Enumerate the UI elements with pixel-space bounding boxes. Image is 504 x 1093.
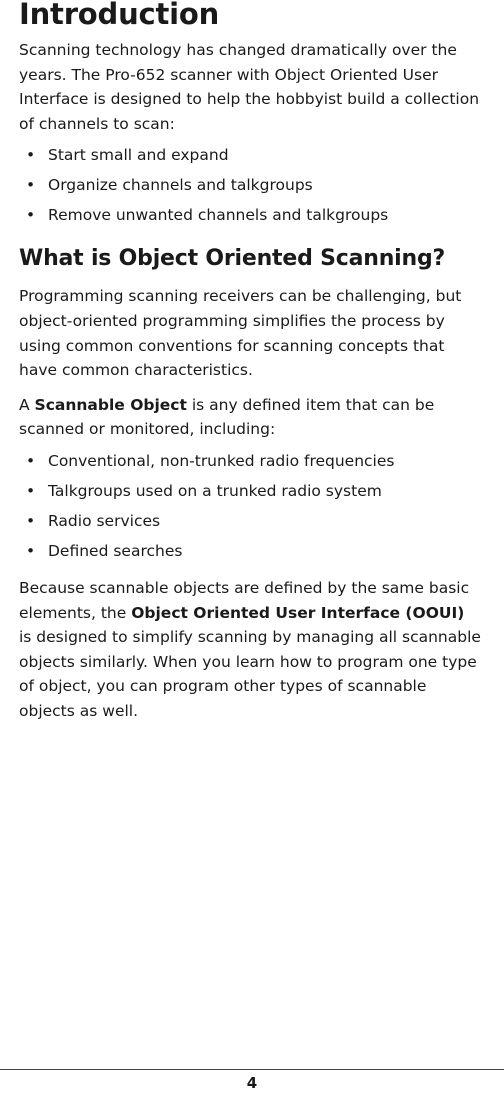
list-item-text: Defined searches [48,541,183,560]
list-item-text: Organize channels and talkgroups [48,176,313,195]
list-item [19,536,481,566]
list-item [19,200,481,230]
list-item [19,506,481,536]
bullet-icon: • [26,176,36,195]
ooui-paragraph [19,576,481,724]
bullet-icon: • [26,481,36,500]
list-item-text: Radio services [48,511,161,530]
list-item [19,446,481,476]
introduction-paragraph: Scanning technology has changed dramatically over the years. The Pro-652 scanner with Object Oriented User Interface is designed to help the hobbyist build a collection of channels to scan: [19,41,480,133]
list-item-text: Start small and expand [48,146,229,165]
ooui-prefix: Because scannable objects are defined by the same basic elements, the [19,578,470,622]
list-item [19,476,481,506]
ooui-term: Object Oriented User Interface (OOUI) [131,603,465,622]
bullet-icon: • [26,146,36,165]
bullet-icon: • [26,541,36,560]
scannable-object-prefix: A [19,395,35,414]
scannable-object-suffix: is any defined item that can be scanned or monitored, including: [19,395,435,439]
bullet-icon: • [26,451,36,470]
list-item [19,170,481,200]
scannable-object-term: Scannable Object [34,395,187,414]
list-item-text: Conventional, non-trunked radio frequencies [48,451,395,470]
list-item-text: Talkgroups used on a trunked radio system [48,481,382,500]
ooui-suffix: is designed to simplify scanning by managing all scannable objects similarly. When you learn how to program one type of object, you can program other types of scannable objects as well. [19,628,481,720]
scannable-objects-bullet-list [19,446,481,566]
bullet-icon: • [26,206,36,225]
page-content [19,0,481,724]
scannable-object-paragraph [19,393,481,442]
list-item-text: Remove unwanted channels and talkgroups [48,206,389,225]
introduction-bullet-list [19,140,481,230]
bullet-icon: • [26,511,36,530]
footer-divider [0,1069,504,1070]
page-number: 4 [246,1074,258,1092]
programming-paragraph: Programming scanning receivers can be challenging, but object-oriented programming simplifies the process by using common conventions for scanning concepts that have common characteristics. [19,287,462,380]
list-item [19,140,481,170]
introduction-title: Introduction [19,0,220,31]
object-oriented-scanning-heading: What is Object Oriented Scanning? [19,246,446,272]
